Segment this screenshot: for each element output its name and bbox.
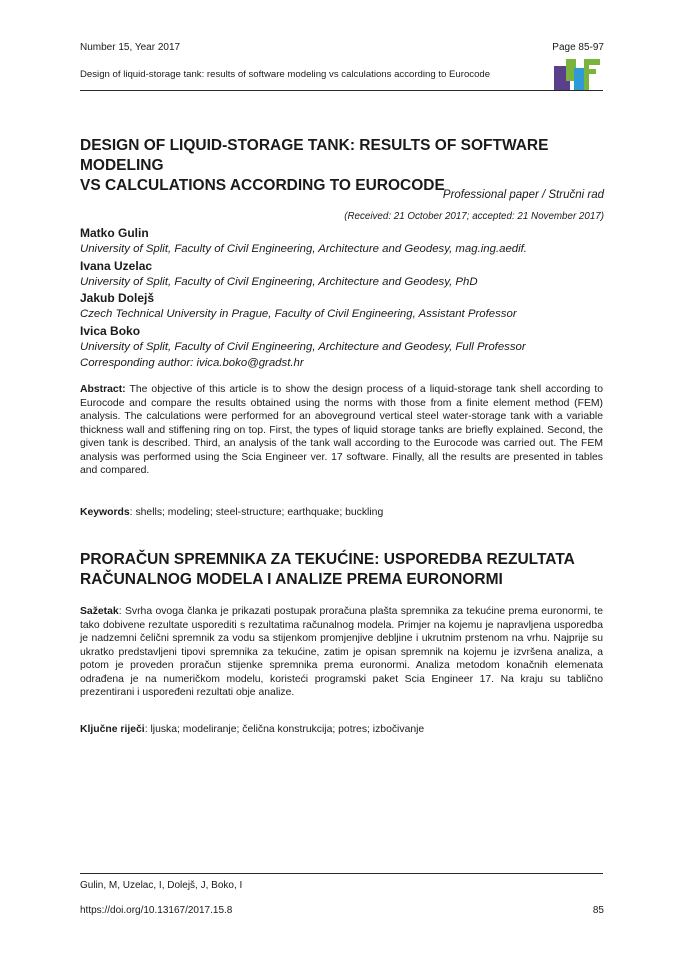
- keywords-text: : shells; modeling; steel-structure; earthquake; buckling: [129, 507, 384, 518]
- author-affiliation: University of Split, Faculty of Civil Engineering, Architecture and Geodesy, Full Professor: [80, 341, 526, 354]
- issue-label: Number 15, Year 2017: [80, 42, 181, 53]
- author-name: Ivica Boko: [80, 323, 141, 338]
- paper-type: Professional paper / Stručni rad: [442, 189, 604, 201]
- author-name: Jakub Dolejš: [80, 291, 155, 306]
- keywords-label: Keywords: [80, 507, 130, 518]
- sazetak-text: : Svrha ovoga članka je prikazati postupak proračuna plašta spremnika za tekućine prema euronormi, te tako dobivene rezultate usporediti s rezultatima računalnog modela. Primjer na kojemu je napravljena usporedba je nadzemni čelični spremnik za vodu sa stijenkom promjenjive debljine i ukrutnim prstenom na vrhu. Najprije su ukratko predstavljeni tipovi spremnika za tekućine, zatim je opisan spremnik na kojemu je izvršena analiza, a potom je proveden proračun stijenke spremnika prema euronormi. Analiza metodom konačnih elemenata odrađena je na numeričkom modelu, koristeći programski paket Scia Engineer 17. Na kraju su tablično prezentirani i uspoređeni rezultati obje analize.: [80, 606, 603, 698]
- paper-title-hr-line2: RAČUNALNOG MODELA I ANALIZE PREMA EURONORMI: [80, 571, 503, 588]
- footer-authors: Gulin, M, Uzelac, I, Dolejš, J, Boko, I: [80, 880, 243, 891]
- paper-title-en: [80, 136, 610, 196]
- abstract: [80, 383, 603, 478]
- paper-title-en-line1: DESIGN OF LIQUID-STORAGE TANK: RESULTS OF SOFTWARE MODELING: [80, 137, 549, 174]
- corresponding-author: Corresponding author: ivica.boko@gradst.hr: [80, 357, 304, 370]
- journal-logo-icon: [554, 56, 604, 92]
- header-rule: [80, 90, 603, 91]
- author-affiliation: Czech Technical University in Prague, Faculty of Civil Engineering, Assistant Professor: [80, 308, 517, 321]
- footer-rule: [80, 873, 603, 874]
- paper-title-hr: [80, 550, 610, 590]
- author-list: [80, 225, 620, 372]
- sazetak-label: Sažetak: [80, 606, 119, 617]
- received-dates: (Received: 21 October 2017; accepted: 21 November 2017): [344, 211, 604, 222]
- kljucne-label: Ključne riječi: [80, 724, 145, 735]
- author-name: Ivana Uzelac: [80, 258, 153, 273]
- author-affiliation: University of Split, Faculty of Civil Engineering, Architecture and Geodesy, PhD: [80, 275, 478, 288]
- author-name: Matko Gulin: [80, 226, 149, 240]
- paper-title-hr-line1: PRORAČUN SPREMNIKA ZA TEKUĆINE: USPOREDBA REZULTATA: [80, 551, 575, 568]
- sazetak: [80, 605, 603, 700]
- page-number: 85: [592, 905, 604, 916]
- keywords: [80, 506, 603, 520]
- page-range: Page 85-97: [552, 42, 604, 53]
- running-title: Design of liquid-storage tank: results of software modeling vs calculations according to Eurocode: [80, 69, 491, 80]
- kljucne-rijeci: [80, 723, 603, 737]
- doi-link[interactable]: https://doi.org/10.13167/2017.15.8: [80, 905, 233, 916]
- abstract-text: The objective of this article is to show the design process of a liquid-storage tank shell according to Eurocode and compare the results obtained using the norms with those from a finite element method (FEM) analysis. The calculations were performed for an aboveground vertical steel water-storage tank with a variable thickness wall and stiffening ring on top. First, the types of liquid storage tanks are briefly explained. Second, the given tank is described. Third, an analysis of the tank wall according to the Eurocode was carried out. The FEM analysis was performed using the Scia Engineer ver. 17 software. Finally, all the results are presented in tables and compared.: [80, 384, 603, 476]
- abstract-label: Abstract:: [80, 384, 126, 395]
- kljucne-text: : ljuska; modeliranje; čelična konstrukcija; potres; izbočivanje: [144, 724, 425, 735]
- journal-logo: [554, 56, 604, 92]
- paper-title-en-line2: VS CALCULATIONS ACCORDING TO EUROCODE: [80, 177, 445, 194]
- author-affiliation: University of Split, Faculty of Civil Engineering, Architecture and Geodesy, mag.ing.aedif.: [80, 243, 527, 256]
